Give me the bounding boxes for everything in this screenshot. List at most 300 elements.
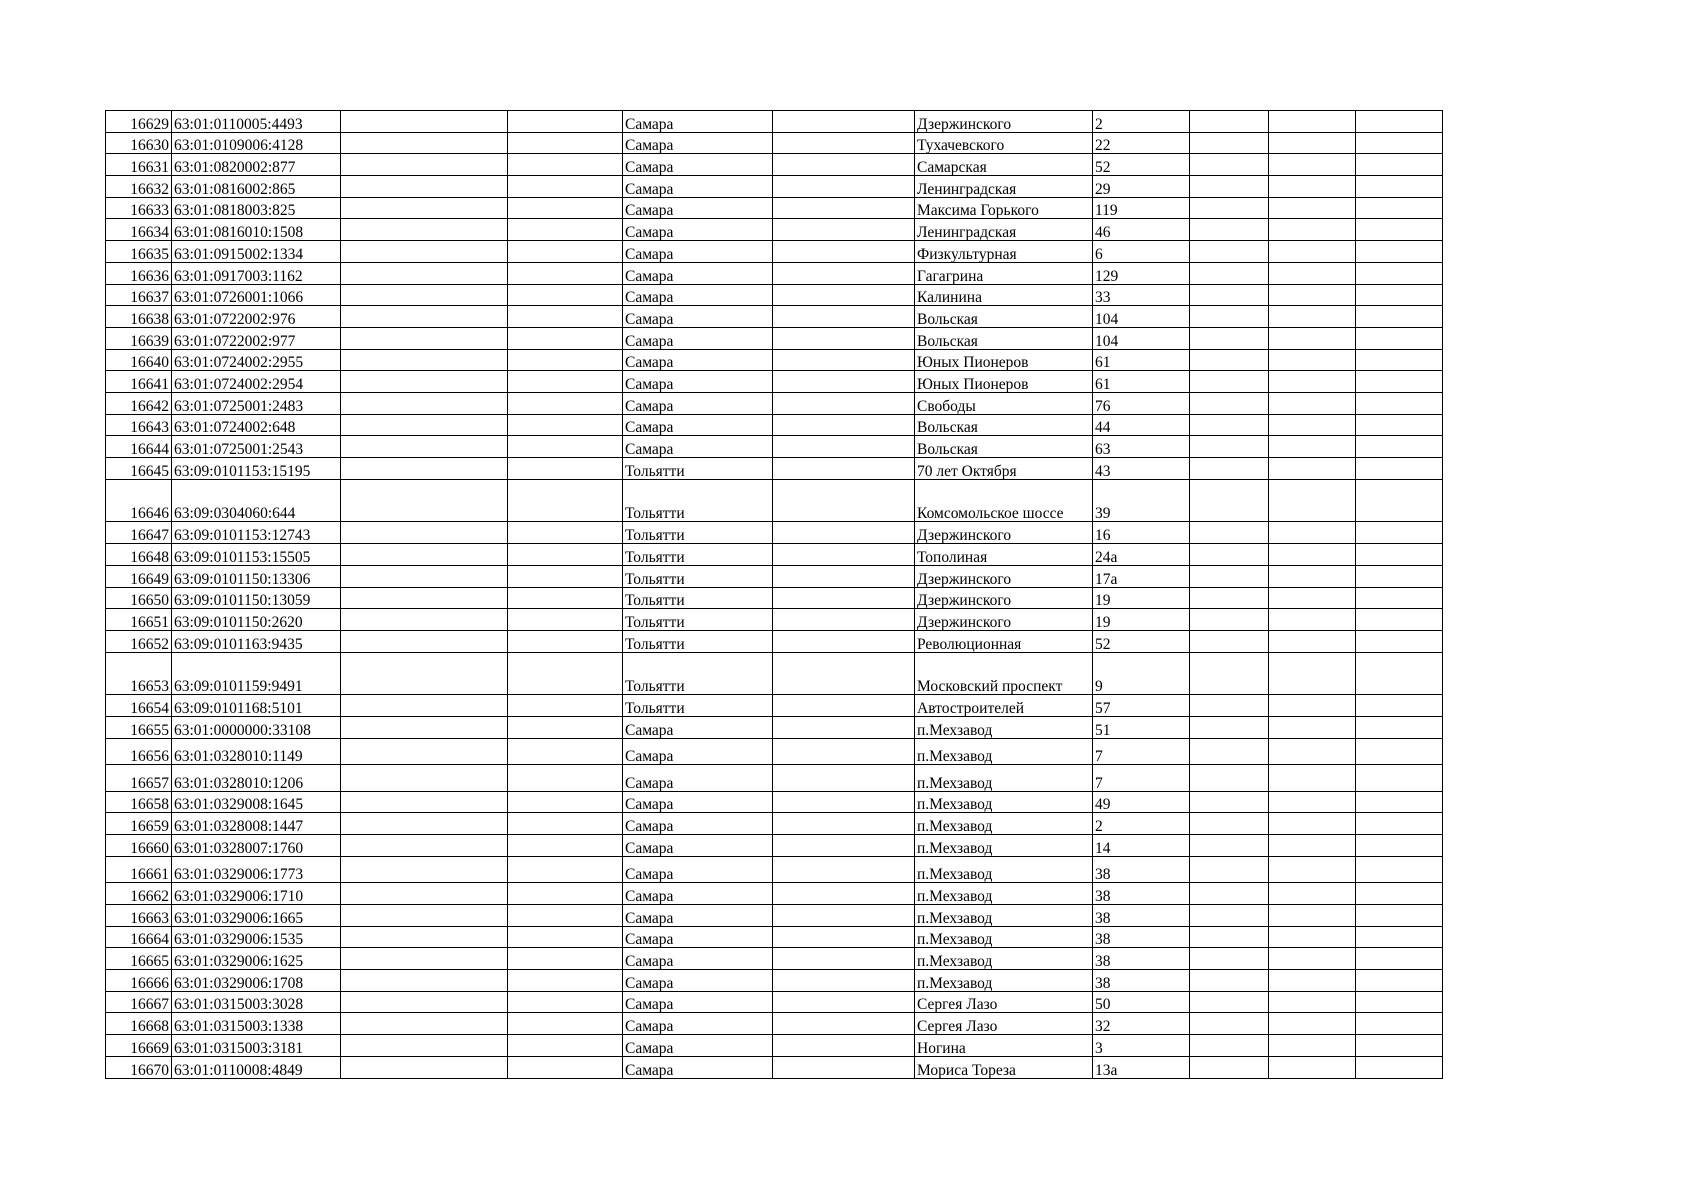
street-cell: Дзержинского — [915, 587, 1093, 609]
table-row — [106, 392, 1443, 414]
empty-cell — [1190, 630, 1269, 652]
house-number-cell: 50 — [1093, 991, 1190, 1013]
empty-cell — [1269, 835, 1356, 857]
empty-cell — [1356, 458, 1443, 480]
empty-cell — [1356, 717, 1443, 739]
table-row — [106, 738, 1443, 765]
row-number-cell: 16642 — [106, 392, 172, 414]
empty-cell — [341, 970, 508, 992]
street-cell: п.Мехзавод — [915, 813, 1093, 835]
empty-cell — [1269, 414, 1356, 436]
street-cell: 70 лет Октября — [915, 458, 1093, 480]
empty-cell — [508, 926, 623, 948]
empty-cell — [1269, 306, 1356, 328]
table-row — [106, 219, 1443, 241]
city-cell: Самара — [623, 765, 773, 792]
city-cell: Самара — [623, 262, 773, 284]
street-cell: Мориса Тореза — [915, 1056, 1093, 1078]
empty-cell — [773, 132, 915, 154]
empty-cell — [1190, 738, 1269, 765]
table-row — [106, 197, 1443, 219]
row-number-cell: 16665 — [106, 948, 172, 970]
cadastral-number-cell: 63:01:0816002:865 — [172, 176, 341, 198]
row-number-cell: 16643 — [106, 414, 172, 436]
empty-cell — [1356, 522, 1443, 544]
empty-cell — [773, 813, 915, 835]
empty-cell — [1356, 926, 1443, 948]
empty-cell — [1190, 241, 1269, 263]
row-number-cell: 16630 — [106, 132, 172, 154]
empty-cell — [508, 856, 623, 883]
empty-cell — [773, 522, 915, 544]
empty-cell — [1269, 132, 1356, 154]
table-row — [106, 479, 1443, 522]
house-number-cell: 39 — [1093, 479, 1190, 522]
street-cell: Самарская — [915, 154, 1093, 176]
empty-cell — [773, 970, 915, 992]
street-cell: Максима Горького — [915, 197, 1093, 219]
empty-cell — [773, 154, 915, 176]
empty-cell — [773, 991, 915, 1013]
empty-cell — [773, 327, 915, 349]
empty-cell — [508, 813, 623, 835]
empty-cell — [1190, 392, 1269, 414]
city-cell: Самара — [623, 392, 773, 414]
table-row — [106, 883, 1443, 905]
city-cell: Самара — [623, 436, 773, 458]
table-row — [106, 765, 1443, 792]
row-number-cell: 16633 — [106, 197, 172, 219]
street-cell: п.Мехзавод — [915, 948, 1093, 970]
empty-cell — [1356, 630, 1443, 652]
empty-cell — [1190, 197, 1269, 219]
empty-cell — [773, 856, 915, 883]
house-number-cell: 38 — [1093, 926, 1190, 948]
row-number-cell: 16658 — [106, 791, 172, 813]
empty-cell — [508, 883, 623, 905]
empty-cell — [1190, 565, 1269, 587]
street-cell: п.Мехзавод — [915, 791, 1093, 813]
house-number-cell: 38 — [1093, 856, 1190, 883]
empty-cell — [1269, 905, 1356, 927]
empty-cell — [1269, 262, 1356, 284]
house-number-cell: 7 — [1093, 765, 1190, 792]
city-cell: Самара — [623, 284, 773, 306]
empty-cell — [341, 926, 508, 948]
empty-cell — [773, 392, 915, 414]
empty-cell — [341, 765, 508, 792]
street-cell: Московский проспект — [915, 652, 1093, 695]
city-cell: Самара — [623, 813, 773, 835]
empty-cell — [773, 1013, 915, 1035]
empty-cell — [508, 197, 623, 219]
empty-cell — [1356, 436, 1443, 458]
street-cell: Автостроителей — [915, 695, 1093, 717]
empty-cell — [341, 695, 508, 717]
empty-cell — [1356, 241, 1443, 263]
street-cell: Сергея Лазо — [915, 991, 1093, 1013]
empty-cell — [508, 241, 623, 263]
empty-cell — [341, 262, 508, 284]
empty-cell — [1356, 284, 1443, 306]
cadastral-number-cell: 63:09:0101153:15505 — [172, 544, 341, 566]
table-row — [106, 306, 1443, 328]
city-cell: Самара — [623, 1035, 773, 1057]
row-number-cell: 16645 — [106, 458, 172, 480]
city-cell: Тольятти — [623, 479, 773, 522]
street-cell: Тухачевского — [915, 132, 1093, 154]
empty-cell — [1190, 970, 1269, 992]
house-number-cell: 14 — [1093, 835, 1190, 857]
empty-cell — [1269, 717, 1356, 739]
empty-cell — [341, 856, 508, 883]
empty-cell — [1356, 1013, 1443, 1035]
empty-cell — [773, 284, 915, 306]
empty-cell — [1190, 883, 1269, 905]
row-number-cell: 16648 — [106, 544, 172, 566]
empty-cell — [508, 414, 623, 436]
empty-cell — [341, 436, 508, 458]
empty-cell — [1356, 306, 1443, 328]
cadastral-number-cell: 63:09:0101153:12743 — [172, 522, 341, 544]
empty-cell — [508, 1056, 623, 1078]
empty-cell — [773, 458, 915, 480]
row-number-cell: 16654 — [106, 695, 172, 717]
row-number-cell: 16639 — [106, 327, 172, 349]
row-number-cell: 16659 — [106, 813, 172, 835]
cadastral-number-cell: 63:01:0329006:1535 — [172, 926, 341, 948]
empty-cell — [508, 479, 623, 522]
empty-cell — [508, 765, 623, 792]
empty-cell — [773, 197, 915, 219]
row-number-cell: 16668 — [106, 1013, 172, 1035]
city-cell: Самара — [623, 738, 773, 765]
house-number-cell: 52 — [1093, 630, 1190, 652]
table-row — [106, 609, 1443, 631]
empty-cell — [773, 544, 915, 566]
table-row — [106, 991, 1443, 1013]
empty-cell — [341, 479, 508, 522]
city-cell: Самара — [623, 327, 773, 349]
row-number-cell: 16652 — [106, 630, 172, 652]
house-number-cell: 13а — [1093, 1056, 1190, 1078]
row-number-cell: 16646 — [106, 479, 172, 522]
empty-cell — [1269, 1035, 1356, 1057]
cadastral-number-cell: 63:01:0109006:4128 — [172, 132, 341, 154]
empty-cell — [508, 587, 623, 609]
empty-cell — [773, 111, 915, 133]
house-number-cell: 19 — [1093, 609, 1190, 631]
empty-cell — [1356, 1056, 1443, 1078]
empty-cell — [1190, 284, 1269, 306]
empty-cell — [1269, 587, 1356, 609]
cadastral-number-cell: 63:01:0725001:2543 — [172, 436, 341, 458]
empty-cell — [341, 522, 508, 544]
empty-cell — [1356, 176, 1443, 198]
empty-cell — [773, 765, 915, 792]
cadastral-number-cell: 63:01:0724002:2955 — [172, 349, 341, 371]
empty-cell — [1190, 587, 1269, 609]
empty-cell — [1356, 197, 1443, 219]
house-number-cell: 38 — [1093, 883, 1190, 905]
empty-cell — [341, 458, 508, 480]
house-number-cell: 2 — [1093, 813, 1190, 835]
cadastral-number-cell: 63:09:0101150:13306 — [172, 565, 341, 587]
cadastral-number-cell: 63:01:0724002:2954 — [172, 371, 341, 393]
empty-cell — [1190, 262, 1269, 284]
empty-cell — [341, 652, 508, 695]
cadastral-number-cell: 63:09:0101163:9435 — [172, 630, 341, 652]
empty-cell — [773, 905, 915, 927]
empty-cell — [773, 652, 915, 695]
empty-cell — [773, 479, 915, 522]
house-number-cell: 24а — [1093, 544, 1190, 566]
empty-cell — [773, 262, 915, 284]
city-cell: Самара — [623, 371, 773, 393]
cadastral-number-cell: 63:01:0917003:1162 — [172, 262, 341, 284]
empty-cell — [1356, 587, 1443, 609]
empty-cell — [1356, 738, 1443, 765]
street-cell: Свободы — [915, 392, 1093, 414]
empty-cell — [1269, 883, 1356, 905]
table-row — [106, 414, 1443, 436]
row-number-cell: 16664 — [106, 926, 172, 948]
row-number-cell: 16631 — [106, 154, 172, 176]
city-cell: Тольятти — [623, 652, 773, 695]
city-cell: Самара — [623, 883, 773, 905]
house-number-cell: 33 — [1093, 284, 1190, 306]
empty-cell — [1190, 717, 1269, 739]
empty-cell — [508, 565, 623, 587]
empty-cell — [1356, 652, 1443, 695]
empty-cell — [341, 948, 508, 970]
street-cell: п.Мехзавод — [915, 856, 1093, 883]
empty-cell — [773, 695, 915, 717]
empty-cell — [1356, 262, 1443, 284]
empty-cell — [1190, 479, 1269, 522]
empty-cell — [341, 791, 508, 813]
empty-cell — [341, 327, 508, 349]
empty-cell — [508, 970, 623, 992]
empty-cell — [1269, 327, 1356, 349]
street-cell: Ленинградская — [915, 219, 1093, 241]
row-number-cell: 16638 — [106, 306, 172, 328]
empty-cell — [1356, 856, 1443, 883]
empty-cell — [1190, 765, 1269, 792]
empty-cell — [1190, 111, 1269, 133]
empty-cell — [1269, 197, 1356, 219]
empty-cell — [773, 371, 915, 393]
empty-cell — [773, 349, 915, 371]
empty-cell — [508, 630, 623, 652]
city-cell: Самара — [623, 306, 773, 328]
empty-cell — [508, 791, 623, 813]
house-number-cell: 61 — [1093, 371, 1190, 393]
empty-cell — [341, 717, 508, 739]
cadastral-number-cell: 63:01:0328007:1760 — [172, 835, 341, 857]
empty-cell — [1269, 970, 1356, 992]
table-row — [106, 695, 1443, 717]
empty-cell — [1269, 1056, 1356, 1078]
table-row — [106, 813, 1443, 835]
empty-cell — [341, 132, 508, 154]
empty-cell — [341, 154, 508, 176]
empty-cell — [773, 791, 915, 813]
empty-cell — [1356, 479, 1443, 522]
street-cell: п.Мехзавод — [915, 970, 1093, 992]
city-cell: Самара — [623, 835, 773, 857]
table-row — [106, 652, 1443, 695]
empty-cell — [773, 587, 915, 609]
empty-cell — [1269, 813, 1356, 835]
empty-cell — [341, 1056, 508, 1078]
empty-cell — [1190, 176, 1269, 198]
empty-cell — [341, 176, 508, 198]
house-number-cell: 52 — [1093, 154, 1190, 176]
city-cell: Тольятти — [623, 609, 773, 631]
empty-cell — [773, 926, 915, 948]
house-number-cell: 57 — [1093, 695, 1190, 717]
table-row — [106, 544, 1443, 566]
street-cell: п.Мехзавод — [915, 765, 1093, 792]
empty-cell — [508, 905, 623, 927]
empty-cell — [1356, 414, 1443, 436]
house-number-cell: 19 — [1093, 587, 1190, 609]
cadastral-number-cell: 63:09:0101159:9491 — [172, 652, 341, 695]
empty-cell — [773, 630, 915, 652]
cadastral-number-cell: 63:01:0315003:1338 — [172, 1013, 341, 1035]
empty-cell — [1190, 991, 1269, 1013]
city-cell: Самара — [623, 926, 773, 948]
empty-cell — [1269, 111, 1356, 133]
cadastral-number-cell: 63:01:0724002:648 — [172, 414, 341, 436]
empty-cell — [1356, 905, 1443, 927]
empty-cell — [1269, 991, 1356, 1013]
empty-cell — [1190, 414, 1269, 436]
empty-cell — [508, 219, 623, 241]
empty-cell — [341, 219, 508, 241]
house-number-cell: 43 — [1093, 458, 1190, 480]
empty-cell — [1356, 327, 1443, 349]
street-cell: Революционная — [915, 630, 1093, 652]
cadastral-number-cell: 63:01:0328008:1447 — [172, 813, 341, 835]
empty-cell — [508, 284, 623, 306]
empty-cell — [1269, 695, 1356, 717]
cadastral-number-cell: 63:01:0820002:877 — [172, 154, 341, 176]
empty-cell — [508, 111, 623, 133]
empty-cell — [1356, 991, 1443, 1013]
table-row — [106, 630, 1443, 652]
empty-cell — [1356, 392, 1443, 414]
empty-cell — [773, 565, 915, 587]
empty-cell — [508, 948, 623, 970]
city-cell: Самара — [623, 1056, 773, 1078]
street-cell: Калинина — [915, 284, 1093, 306]
house-number-cell: 51 — [1093, 717, 1190, 739]
table-row — [106, 970, 1443, 992]
cadastral-number-cell: 63:01:0725001:2483 — [172, 392, 341, 414]
row-number-cell: 16661 — [106, 856, 172, 883]
table-row — [106, 1035, 1443, 1057]
cadastral-number-cell: 63:01:0329006:1710 — [172, 883, 341, 905]
empty-cell — [1269, 856, 1356, 883]
street-cell: Дзержинского — [915, 522, 1093, 544]
empty-cell — [341, 414, 508, 436]
city-cell: Самара — [623, 1013, 773, 1035]
table-row — [106, 436, 1443, 458]
cadastral-number-cell: 63:01:0315003:3181 — [172, 1035, 341, 1057]
empty-cell — [508, 695, 623, 717]
empty-cell — [773, 835, 915, 857]
empty-cell — [341, 349, 508, 371]
empty-cell — [508, 349, 623, 371]
empty-cell — [508, 327, 623, 349]
table-row — [106, 1056, 1443, 1078]
city-cell: Самара — [623, 197, 773, 219]
city-cell: Самара — [623, 856, 773, 883]
cadastral-number-cell: 63:09:0101168:5101 — [172, 695, 341, 717]
empty-cell — [508, 835, 623, 857]
empty-cell — [341, 587, 508, 609]
table-row — [106, 587, 1443, 609]
street-cell: Дзержинского — [915, 609, 1093, 631]
empty-cell — [1356, 948, 1443, 970]
empty-cell — [1190, 458, 1269, 480]
empty-cell — [773, 176, 915, 198]
cadastral-number-cell: 63:01:0816010:1508 — [172, 219, 341, 241]
house-number-cell: 2 — [1093, 111, 1190, 133]
empty-cell — [1269, 791, 1356, 813]
row-number-cell: 16634 — [106, 219, 172, 241]
house-number-cell: 6 — [1093, 241, 1190, 263]
empty-cell — [1269, 479, 1356, 522]
city-cell: Самара — [623, 111, 773, 133]
street-cell: Вольская — [915, 414, 1093, 436]
empty-cell — [341, 609, 508, 631]
empty-cell — [1269, 522, 1356, 544]
row-number-cell: 16644 — [106, 436, 172, 458]
house-number-cell: 3 — [1093, 1035, 1190, 1057]
empty-cell — [1269, 219, 1356, 241]
empty-cell — [1269, 392, 1356, 414]
table-row — [106, 905, 1443, 927]
row-number-cell: 16635 — [106, 241, 172, 263]
house-number-cell: 9 — [1093, 652, 1190, 695]
empty-cell — [1190, 813, 1269, 835]
empty-cell — [773, 241, 915, 263]
empty-cell — [773, 717, 915, 739]
table-row — [106, 327, 1443, 349]
street-cell: Вольская — [915, 327, 1093, 349]
empty-cell — [1356, 813, 1443, 835]
empty-cell — [773, 1056, 915, 1078]
empty-cell — [508, 176, 623, 198]
empty-cell — [773, 883, 915, 905]
empty-cell — [773, 738, 915, 765]
empty-cell — [341, 284, 508, 306]
empty-cell — [508, 991, 623, 1013]
empty-cell — [1269, 371, 1356, 393]
row-number-cell: 16640 — [106, 349, 172, 371]
city-cell: Самара — [623, 219, 773, 241]
empty-cell — [341, 371, 508, 393]
street-cell: Ногина — [915, 1035, 1093, 1057]
table-row — [106, 284, 1443, 306]
table-row — [106, 154, 1443, 176]
house-number-cell: 49 — [1093, 791, 1190, 813]
table-row — [106, 835, 1443, 857]
table-row — [106, 948, 1443, 970]
